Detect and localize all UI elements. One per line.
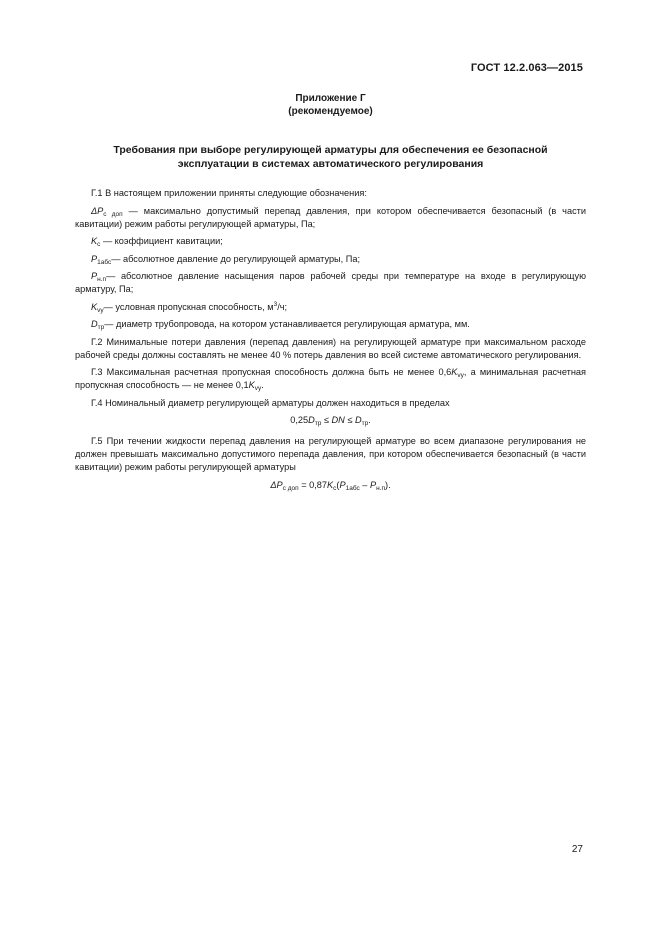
symbol: K [91,236,98,246]
symbol: D [308,415,315,425]
symbol: ΔP [91,205,104,216]
formula-part: ≤ [344,415,355,425]
superscript: 3 [273,300,278,308]
symbol: P [91,253,98,264]
definition-dtr [75,318,586,331]
subscript: тр [314,420,322,427]
definition-text: — условная пропускная способность, м [103,301,274,312]
section-title-line1: Требования при выборе регулирующей арматуры для обеспечения ее безопасной [113,144,548,156]
appendix-heading [0,92,661,118]
symbol: P [369,479,377,490]
formula-part: – [359,479,370,490]
definition-text: — диаметр трубопровода, на котором устанавливается регулирующая арматура, мм. [104,319,470,329]
formula-dn [75,414,586,427]
symbol: D [354,415,362,425]
subscript: тр [97,324,105,331]
formula-part: = 0,87 [298,479,327,490]
definition-text: — максимально допустимый перепад давления, при котором обеспечивается безопасный (в части кавитации) режим работы регулирующей арматуры, Па; [75,205,587,229]
subscript: н.п [97,276,107,283]
subscript: 1абс [345,484,360,492]
symbol: K [91,301,98,312]
subscript: н.п [376,484,386,492]
subscript: c [97,241,101,248]
symbol: K [248,380,255,390]
formula-part: 0,25 [290,415,309,425]
symbol: ΔP [270,479,283,490]
appendix-title: Приложение Г [295,93,366,104]
symbol: K [451,367,458,377]
unit-text: /ч; [277,301,288,312]
definition-pnp [75,270,586,296]
subscript: c [333,484,337,492]
clause-g3 [75,366,586,392]
subscript: с доп [103,210,123,218]
symbol: P [91,271,98,281]
subscript: vy [254,385,262,392]
definition-kc [75,235,586,248]
formula-dp [75,479,586,492]
symbol: P [339,479,346,490]
definition-dp [75,205,586,231]
document-body [75,187,586,500]
page-number: 27 [571,844,583,855]
clause-g4: Г.4 Номинальный диаметр регулирующей арматуры должен находиться в пределах [91,397,450,408]
clause-g2: Г.2 Минимальные потери давления (перепад давления) на регулирующей арматуре при максимальном расходе рабочей среды должны составлять не менее 40 % потерь давления во всей системе автоматического регулирования. [75,336,586,360]
subscript: тр [361,420,369,427]
clause-text: , а минимальная расчетная пропускная способность — не менее 0,1 [75,367,586,390]
clause-g1-intro: Г.1 В настоящем приложении приняты следующие обозначения: [91,188,367,198]
subscript: vy [97,306,104,314]
subscript: vy [457,372,464,379]
formula-part: ≤ [321,415,332,425]
section-title-line2: эксплуатации в системах автоматического регулирования [177,158,484,170]
definition-text: — коэффициент кавитации; [100,236,223,246]
clause-text: . [261,380,264,390]
standard-code: ГОСТ 12.2.063—2015 [470,62,583,74]
formula-part: ( [336,479,340,490]
definition-text: — абсолютное давление насыщения паров рабочей среды при температуре на входе в регулирующую арматуру, Па; [75,271,586,294]
formula-part: . [368,415,371,425]
formula-part: ). [385,479,391,490]
definition-p1 [75,253,586,266]
appendix-subtitle: (рекомендуемое) [288,106,373,117]
definition-kvy [75,301,586,314]
section-title [75,143,586,171]
subscript: с доп [282,484,299,492]
symbol: D [91,319,98,329]
symbol: K [327,479,334,490]
symbol: DN [331,415,345,425]
clause-text: Г.3 Максимальная расчетная пропускная способность должна быть не менее 0,6 [91,367,452,377]
clause-g5: Г.5 При течении жидкости перепад давления на регулирующей арматуре во всем диапазоне регулирования не должен превышать максимально допустимого перепада давления, при котором обеспечивается безопасный (в части кавитации) режим работы регулирующей арматуры [75,436,586,472]
definition-text: — абсолютное давление до регулирующей арматуры, Па; [111,253,361,264]
subscript: 1абс [97,258,112,266]
